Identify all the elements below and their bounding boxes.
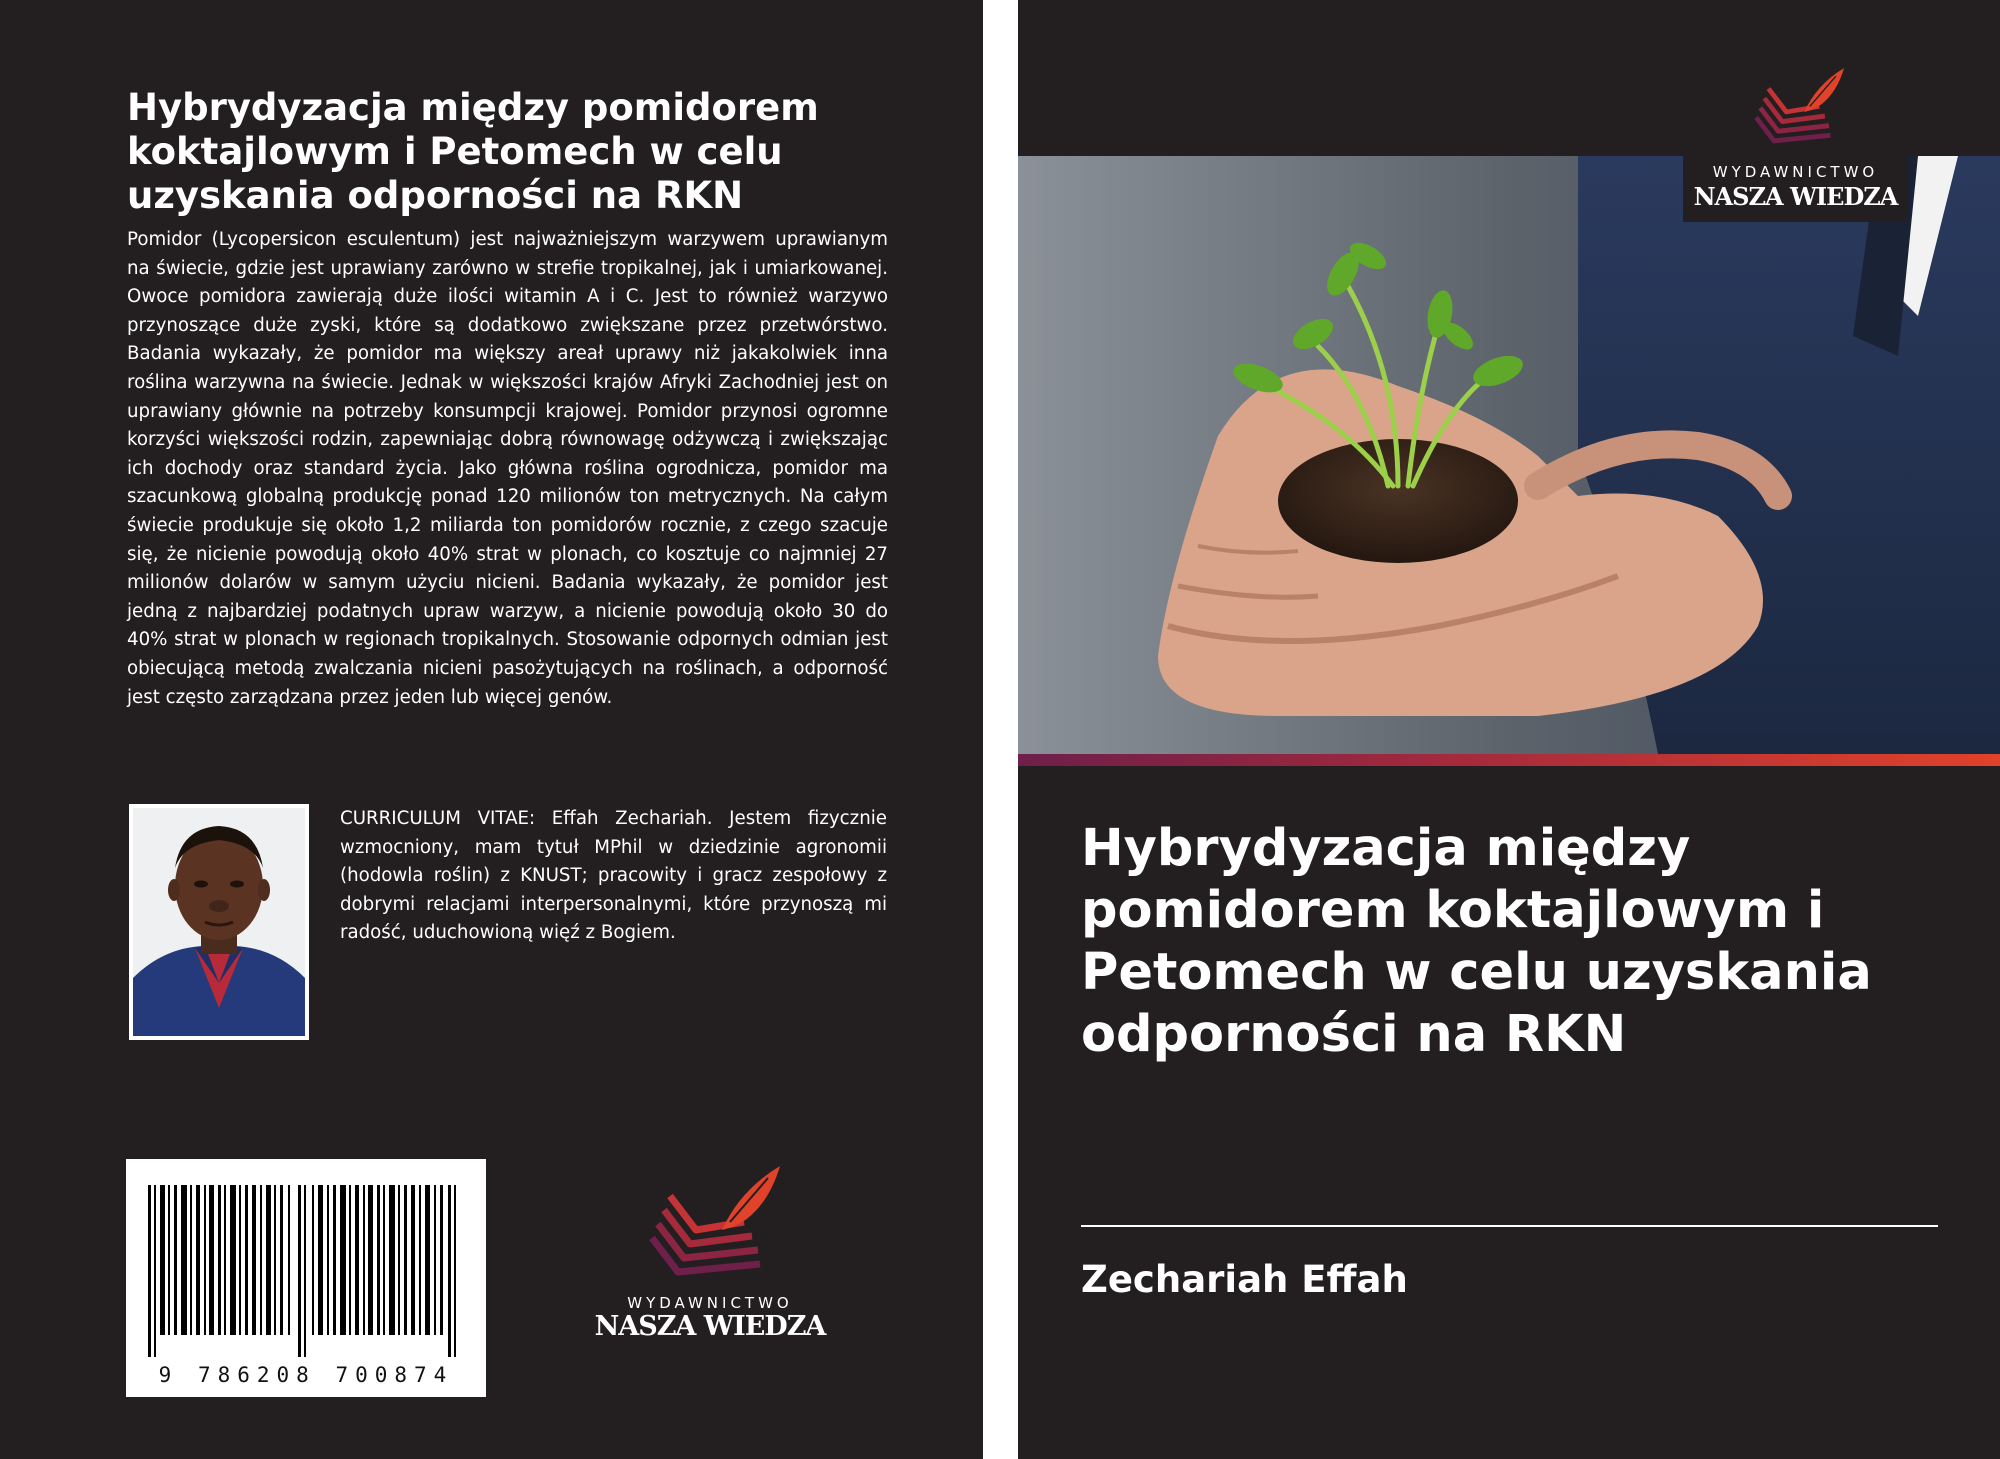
book-quill-logo-icon bbox=[630, 1160, 790, 1290]
accent-stripe bbox=[1018, 754, 2000, 766]
author-name: Zechariah Effah bbox=[1081, 1258, 1408, 1301]
front-cover-title: Hybrydyzacja między pomidorem koktajlowym i Petomech w celu uzyskania odporności na RKN bbox=[1081, 819, 1872, 1064]
back-cover-title: Hybrydyzacja między pomidorem koktajlowym i Petomech w celu uzyskania odporności na RKN bbox=[127, 86, 819, 217]
isbn-number: 9 786208 700874 bbox=[158, 1363, 454, 1387]
book-description: Pomidor (Lycopersicon esculentum) jest najważniejszym warzywem uprawianym na świecie, gdzie jest uprawiany zarówno w strefie tropikalnej, jak i umiarkowanej. Owoce pomidora zawierają duże ilości witamin A i C. Jest to również warzywo przynoszące duże zyski, które są dodatkowo zwiększane przez przetwórstwo. Badania wykazały, że pomidor ma większy areał uprawy niż jakakolwiek inna roślina warzywna na świecie. Jednak w większości krajów Afryki Zachodniej jest on uprawiany głównie na potrzeby konsumpcji krajowej. Pomidor przynosi ogromne korzyści większości rodzin, zapewniając dobrą równowagę odżywczą i zwiększając ich dochody oraz standard życia. Jako główna roślina ogrodnicza, pomidor ma szacunkową globalną produkcję ponad 120 milionów ton metrycznych. Na całym świecie produkuje się około 1,2 miliarda ton pomidorów rocznie, z czego szacuje się, że nicienie powodują około 40% strat w plonach, co kosztuje co najmniej 27 milionów dolarów w samym użyciu nicieni. Badania wykazały, że pomidor jest jedną z najbardziej podatnych upraw warzyw, a nicienie powodują około 30 do 40% strat w plonach w regionach tropikalnych. Stosowanie odpornych odmian jest obiecującą metodą zwalczania nicieni pasożytujących na roślinach, a odporność jest często zarządzana przez jeden lub więcej genów. bbox=[127, 229, 888, 708]
author-photo bbox=[129, 804, 309, 1040]
publisher-label: WYDAWNICTWO bbox=[1712, 163, 1879, 181]
author-curriculum-vitae: CURRICULUM VITAE: Effah Zechariah. Jestem fizycznie wzmocniony, mam tytuł MPhil w dziedzinie agronomii (hodowla roślin) z KNUST; pracowity i gracz zespołowy z dobrymi relacjami interpersonalnymi, które przynoszą mi radość, uduchowioną więź z Bogiem. bbox=[340, 808, 887, 944]
hands-seedling-image bbox=[1018, 156, 2000, 754]
publisher-name: NASZA WIEDZA bbox=[594, 1311, 826, 1342]
publisher-name: NASZA WIEDZA bbox=[1693, 182, 1898, 211]
book-quill-logo-icon bbox=[1741, 56, 1851, 161]
publisher-label: WYDAWNICTWO bbox=[627, 1294, 793, 1312]
isbn-barcode bbox=[126, 1159, 486, 1397]
author-portrait-image bbox=[133, 808, 305, 1036]
back-cover bbox=[0, 0, 983, 1459]
publisher-logo-back bbox=[580, 1160, 840, 1342]
title-divider bbox=[1081, 1225, 1938, 1227]
publisher-logo-front bbox=[1683, 50, 1908, 222]
barcode-bars bbox=[146, 1185, 466, 1357]
spine-gap bbox=[983, 0, 1018, 1459]
cover-photo bbox=[1018, 156, 2000, 754]
front-cover bbox=[1018, 0, 2000, 1459]
